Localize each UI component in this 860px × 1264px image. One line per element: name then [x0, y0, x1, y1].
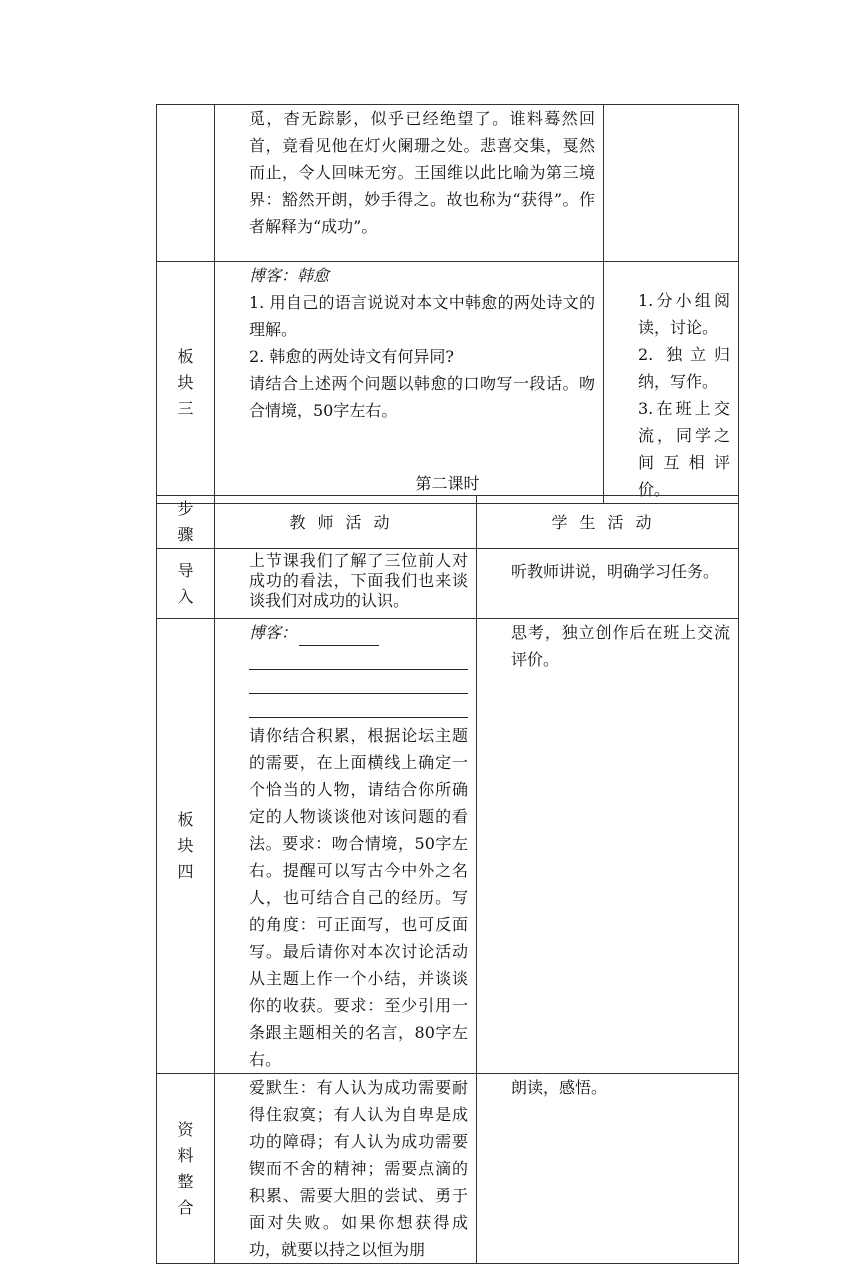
header-step: 步骤 — [157, 496, 215, 549]
student-text: 听教师讲说，明确学习任务。 — [511, 562, 720, 581]
student-step-3: 3.在班上交流，同学之间互相评价。 — [638, 399, 730, 499]
step-cell — [157, 549, 215, 619]
student-text: 思考，独立创作后在班上交流评价。 — [511, 623, 730, 669]
table-header-row — [157, 496, 739, 549]
teacher-activity-cell — [215, 262, 604, 504]
teacher-text: 上节课我们了解了三位前人对成功的看法，下面我们也来谈谈我们对成功的认识。 — [249, 551, 468, 610]
step-cell — [157, 105, 215, 262]
table-row — [157, 619, 739, 1074]
teacher-activity-cell — [215, 105, 604, 262]
student-activity-cell — [604, 105, 739, 262]
student-activity-cell — [477, 619, 739, 1074]
table-row — [157, 105, 739, 262]
section-title: 第二课时 — [415, 474, 480, 493]
step-label: 资料整合 — [177, 1119, 194, 1217]
blog-label: 博客：韩愈 — [249, 266, 330, 285]
question-1: 1. 用自己的语言说说对本文中韩愈的两处诗文的理解。 — [249, 293, 595, 339]
teacher-text: 觅，杳无踪影，似乎已经绝望了。谁料蓦然回首，竟看见他在灯火阑珊之处。悲喜交集，戛然而止，令人回味无穷。王国维以此比喻为第三境界：豁然开朗，妙手得之。故也称为“获得”。作者解释为“成功”。 — [249, 109, 595, 236]
step-label: 导入 — [177, 560, 194, 606]
answer-line — [249, 670, 468, 694]
teacher-activity-cell — [215, 619, 477, 1074]
student-activity-cell — [477, 1074, 739, 1264]
blog-label: 博客： — [249, 619, 468, 646]
step-label: 板块四 — [177, 810, 194, 881]
student-activity-cell — [477, 549, 739, 619]
step-cell — [157, 1074, 215, 1264]
question-2: 2. 韩愈的两处诗文有何异同? — [249, 347, 454, 366]
student-step-2: 2. 独立归纳，写作。 — [638, 345, 730, 391]
lesson-table-1 — [156, 104, 739, 504]
teacher-text: 爱默生：有人认为成功需要耐得住寂寞；有人认为自卑是成功的障碍；有人认为成功需要锲而不舍的精神；需要点滴的积累、需要大胆的尝试、勇于面对失败。如果你想获得成功，就要以持之以恒为朋 — [249, 1078, 468, 1259]
step-cell — [157, 619, 215, 1074]
answer-line — [249, 694, 468, 718]
writing-task: 请结合上述两个问题以韩愈的口吻写一段话。吻合情境，50字左右。 — [249, 374, 595, 420]
student-activity-cell — [604, 262, 739, 504]
teacher-activity-cell — [215, 1074, 477, 1264]
student-step-1: 1.分小组阅读，讨论。 — [638, 291, 730, 337]
table-row — [157, 262, 739, 504]
teacher-activity-cell — [215, 549, 477, 619]
header-student: 学生活动 — [477, 496, 739, 549]
lesson-table-2 — [156, 495, 739, 1264]
table-row — [157, 1074, 739, 1264]
student-text: 朗读，感悟。 — [511, 1078, 608, 1097]
teacher-text: 请你结合积累，根据论坛主题的需要，在上面横线上确定一个恰当的人物，请结合你所确定的人物谈谈他对该问题的看法。要求：吻合情境，50字左右。提醒可以写古今中外之名人，也可结合自己的经历。写的角度：可正面写，也可反面写。最后请你对本次讨论活动从主题上作一个小结，并谈谈你的收获。要求：至少引用一条跟主题相关的名言，80字左右。 — [249, 726, 468, 1069]
table-row — [157, 549, 739, 619]
header-teacher: 教师活动 — [215, 496, 477, 549]
step-label: 板块三 — [177, 346, 194, 418]
step-cell — [157, 262, 215, 504]
answer-line — [249, 646, 468, 670]
name-blank — [299, 629, 379, 646]
